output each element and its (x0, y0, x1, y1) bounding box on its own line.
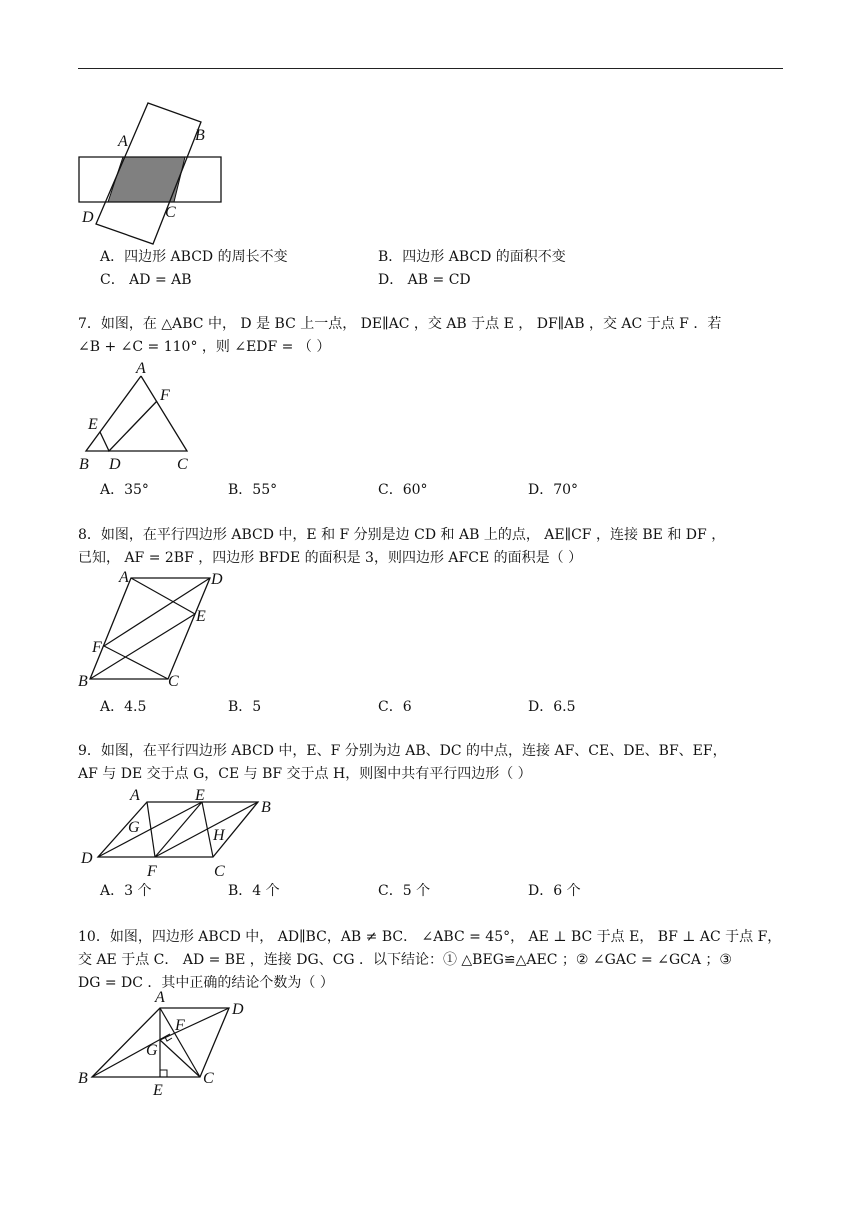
q8-label-a: A (119, 569, 129, 586)
q9-line-de (98, 802, 202, 857)
q9-label-h: H (213, 827, 225, 844)
q10-text-line1: 10．如图，四边形 ABCD 中， AD∥BC，AB ≠ BC． ∠ABC = 45°， AE ⊥ BC 于点 E， BF ⊥ AC 于点 F， (78, 929, 782, 945)
q7-label-b: B (79, 456, 89, 473)
q9-text-line2: AF 与 DE 交于点 G，CE 与 BF 交于点 H，则图中共有平行四边形（ ） (78, 766, 532, 782)
q7-figure (75, 360, 200, 475)
q8-parallelogram (90, 578, 210, 679)
q10-label-b: B (78, 1070, 88, 1087)
q8-option-a: A．4.5 (100, 699, 147, 715)
q9-label-d: D (81, 850, 93, 867)
q6-option-a: A．四边形 ABCD 的周长不变 (100, 249, 288, 265)
q6-label-d: D (82, 209, 94, 226)
q8-option-d: D．6.5 (528, 699, 576, 715)
q8-figure (75, 566, 225, 691)
q8-line-df (104, 578, 210, 646)
q9-label-e: E (195, 787, 205, 804)
q9-option-c: C．5 个 (378, 883, 431, 899)
q7-triangle (86, 376, 187, 451)
q6-label-c: C (165, 204, 176, 221)
q10-label-e: E (153, 1082, 163, 1099)
q10-label-f: F (175, 1017, 185, 1034)
q8-text-line2: 已知， AF = 2BF ，四边形 BFDE 的面积是 3，则四边形 AFCE 的面积是（ ） (78, 550, 583, 566)
q10-text-line3: DG = DC ．其中正确的结论个数为（ ） (78, 975, 334, 991)
q10-text-line2: 交 AE 于点 C． AD = BE ，连接 DG、CG ．以下结论：① △BEG≌△AEC ；② ∠GAC = ∠GCA ；③ (78, 952, 732, 968)
q9-option-d: D．6 个 (528, 883, 581, 899)
q8-option-c: C．6 (378, 699, 412, 715)
q8-label-d: D (211, 571, 223, 588)
q9-label-b: B (261, 799, 271, 816)
q8-label-e: E (196, 608, 206, 625)
header-rule (78, 68, 783, 69)
q10-label-d: D (232, 1001, 244, 1018)
q6-option-d: D． AB = CD (378, 272, 471, 288)
q7-label-c: C (177, 456, 188, 473)
q7-label-f: F (160, 387, 170, 404)
q7-label-a: A (136, 360, 146, 377)
q7-label-d: D (109, 456, 121, 473)
q10-label-c: C (203, 1070, 214, 1087)
q6-option-c: C． AD = AB (100, 272, 192, 288)
q8-option-b: B．5 (228, 699, 262, 715)
q9-label-g: G (128, 819, 140, 836)
q9-label-c: C (214, 863, 225, 880)
q7-inner-lines (100, 401, 157, 451)
q10-line-bf (92, 1034, 170, 1077)
q8-text-line1: 8．如图，在平行四边形 ABCD 中，E 和 F 分别是边 CD 和 AB 上的点， AE∥CF ，连接 BE 和 DF ， (78, 527, 726, 543)
q7-option-a: A．35° (100, 482, 149, 498)
q6-shaded-parallelogram (108, 157, 185, 202)
q7-text-line1: 7．如图，在 △ABC 中， D 是 BC 上一点， DE∥AC ，交 AB 于点 E ， DF∥AB ，交 AC 于点 F ．若 (78, 316, 722, 332)
q6-label-b: B (195, 127, 205, 144)
q9-label-a: A (130, 787, 140, 804)
q7-text-line2: ∠B + ∠C = 110° ，则 ∠EDF = （ ） (78, 339, 331, 355)
q7-label-e: E (88, 416, 98, 433)
q9-option-a: A．3 个 (100, 883, 152, 899)
q6-option-b: B．四边形 ABCD 的面积不变 (378, 249, 566, 265)
q10-label-a: A (155, 989, 165, 1006)
q7-option-d: D．70° (528, 482, 579, 498)
q7-option-b: B．55° (228, 482, 278, 498)
q6-label-a: A (118, 133, 128, 150)
q8-label-f: F (92, 639, 102, 656)
q6-figure (70, 95, 240, 245)
q9-line-bf (155, 802, 258, 857)
q10-figure (75, 990, 255, 1100)
q10-label-g: G (146, 1042, 158, 1059)
q9-option-b: B．4 个 (228, 883, 280, 899)
q8-label-c: C (168, 673, 179, 690)
q9-text-line1: 9．如图，在平行四边形 ABCD 中，E、F 分别为边 AB、DC 的中点，连接 AF、CE、DE、BF、EF， (78, 743, 727, 759)
q9-label-f: F (147, 863, 157, 880)
q10-right-angle-e (160, 1070, 167, 1077)
q10-line-cg (160, 1040, 200, 1077)
q9-line-ef (155, 802, 202, 857)
q9-figure (75, 785, 280, 880)
q7-option-c: C．60° (378, 482, 428, 498)
q10-line-dg (160, 1008, 229, 1040)
q8-label-b: B (78, 673, 88, 690)
